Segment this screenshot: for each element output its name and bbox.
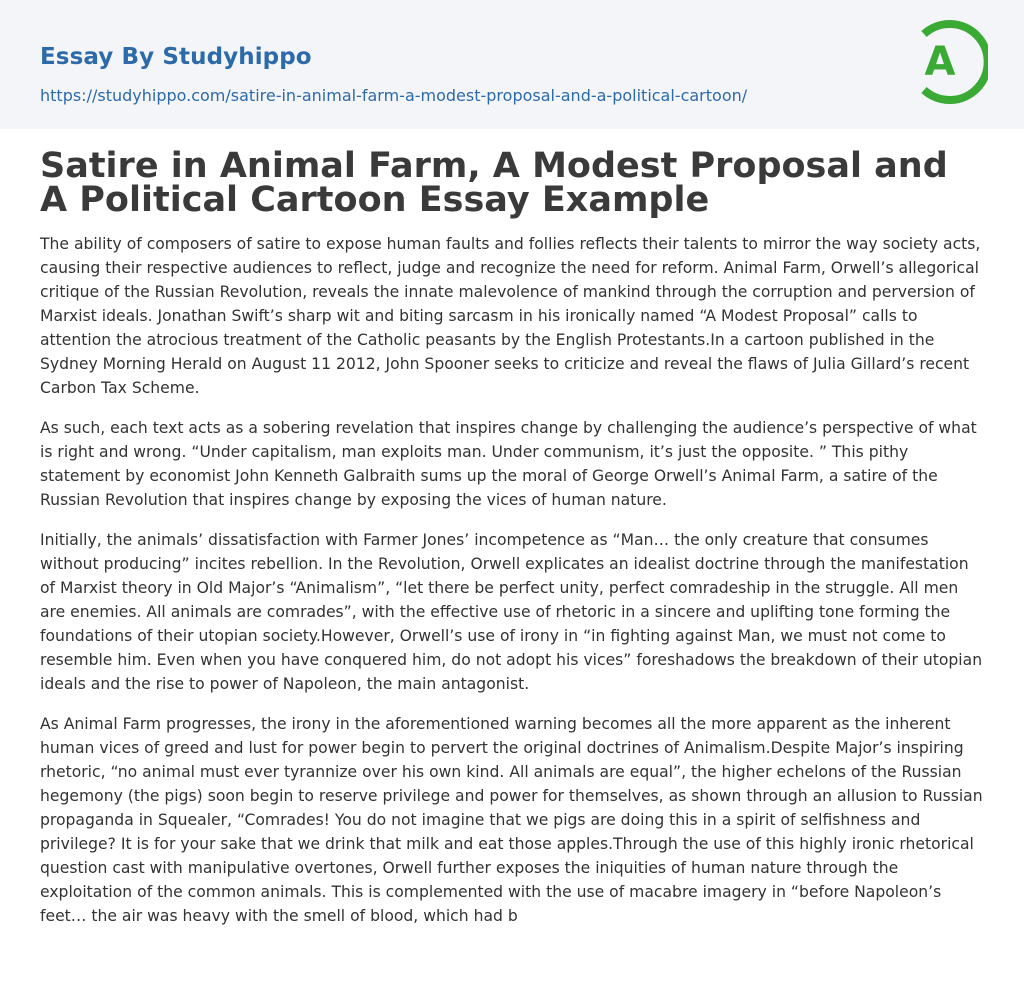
- studyhippo-logo[interactable]: [912, 17, 988, 107]
- site-header: [0, 0, 1024, 129]
- brand-title[interactable]: Essay By Studyhippo: [40, 44, 312, 70]
- article-paragraph-3: Initially, the animals’ dissatisfaction with Farmer Jones’ incompetence as “Man… the only creature that consumes without producing” incites rebellion. In the Revolution, Orwell explicates an idealist doctrine through the manifestation of Marxist theory in Old Major’s “Animalism”, “let there be perfect unity, perfect comradeship in the struggle. All men are enemies. All animals are comrades”, with the effective use of rhetoric in a sincere and uplifting tone forming the foundations of their utopian society.However, Orwell’s use of irony in “in fighting against Man, we must not come to resemble him. Even when you have conquered him, do not adopt his vices” foreshadows the breakdown of their utopian ideals and the rise to power of Napoleon, the main antagonist.: [40, 531, 983, 693]
- page-title: Satire in Animal Farm, A Modest Proposal and A Political Cartoon Essay Example: [40, 146, 948, 220]
- logo-icon: [912, 17, 988, 107]
- source-url-link[interactable]: https://studyhippo.com/satire-in-animal-farm-a-modest-proposal-and-a-political-cartoon/: [40, 86, 748, 105]
- article-paragraph-4: As Animal Farm progresses, the irony in the aforementioned warning becomes all the more apparent as the inherent human vices of greed and lust for power begin to pervert the original doctrines of Animalism.Despite Major’s inspiring rhetoric, “no animal must ever tyrannize over his own kind. All animals are equal”, the higher echelons of the Russian hegemony (the pigs) soon begin to reserve privilege and power for themselves, as shown through an allusion to Russian propaganda in Squealer, “Comrades! You do not imagine that we pigs are doing this in a spirit of selfishness and privilege? It is for your sake that we drink that milk and eat those apples.Through the use of this highly ironic rhetorical question cast with manipulative overtones, Orwell further exposes the iniquities of human nature through the exploitation of the common animals. This is complemented with the use of macabre imagery in “before Napoleon’s feet… the air was heavy with the smell of blood, which had b: [40, 715, 983, 925]
- article: [0, 146, 1024, 928]
- logo-letter: A: [924, 39, 956, 85]
- article-paragraph-1: The ability of composers of satire to expose human faults and follies reflects their talents to mirror the way society acts, causing their respective audiences to reflect, judge and recognize the need for reform. Animal Farm, Orwell’s allegorical critique of the Russian Revolution, reveals the innate malevolence of mankind through the corruption and perversion of Marxist ideals. Jonathan Swift’s sharp wit and biting sarcasm in his ironically named “A Modest Proposal” calls to attention the atrocious treatment of the Catholic peasants by the English Protestants.In a cartoon published in the Sydney Morning Herald on August 11 2012, John Spooner seeks to criticize and reveal the flaws of Julia Gillard’s recent Carbon Tax Scheme.: [40, 235, 981, 397]
- article-paragraph-2: As such, each text acts as a sobering revelation that inspires change by challenging the audience’s perspective of what is right and wrong. “Under capitalism, man exploits man. Under communism, it’s just the opposite. ” This pithy statement by economist John Kenneth Galbraith sums up the moral of George Orwell’s Animal Farm, a satire of the Russian Revolution that inspires change by exposing the vices of human nature.: [40, 419, 977, 509]
